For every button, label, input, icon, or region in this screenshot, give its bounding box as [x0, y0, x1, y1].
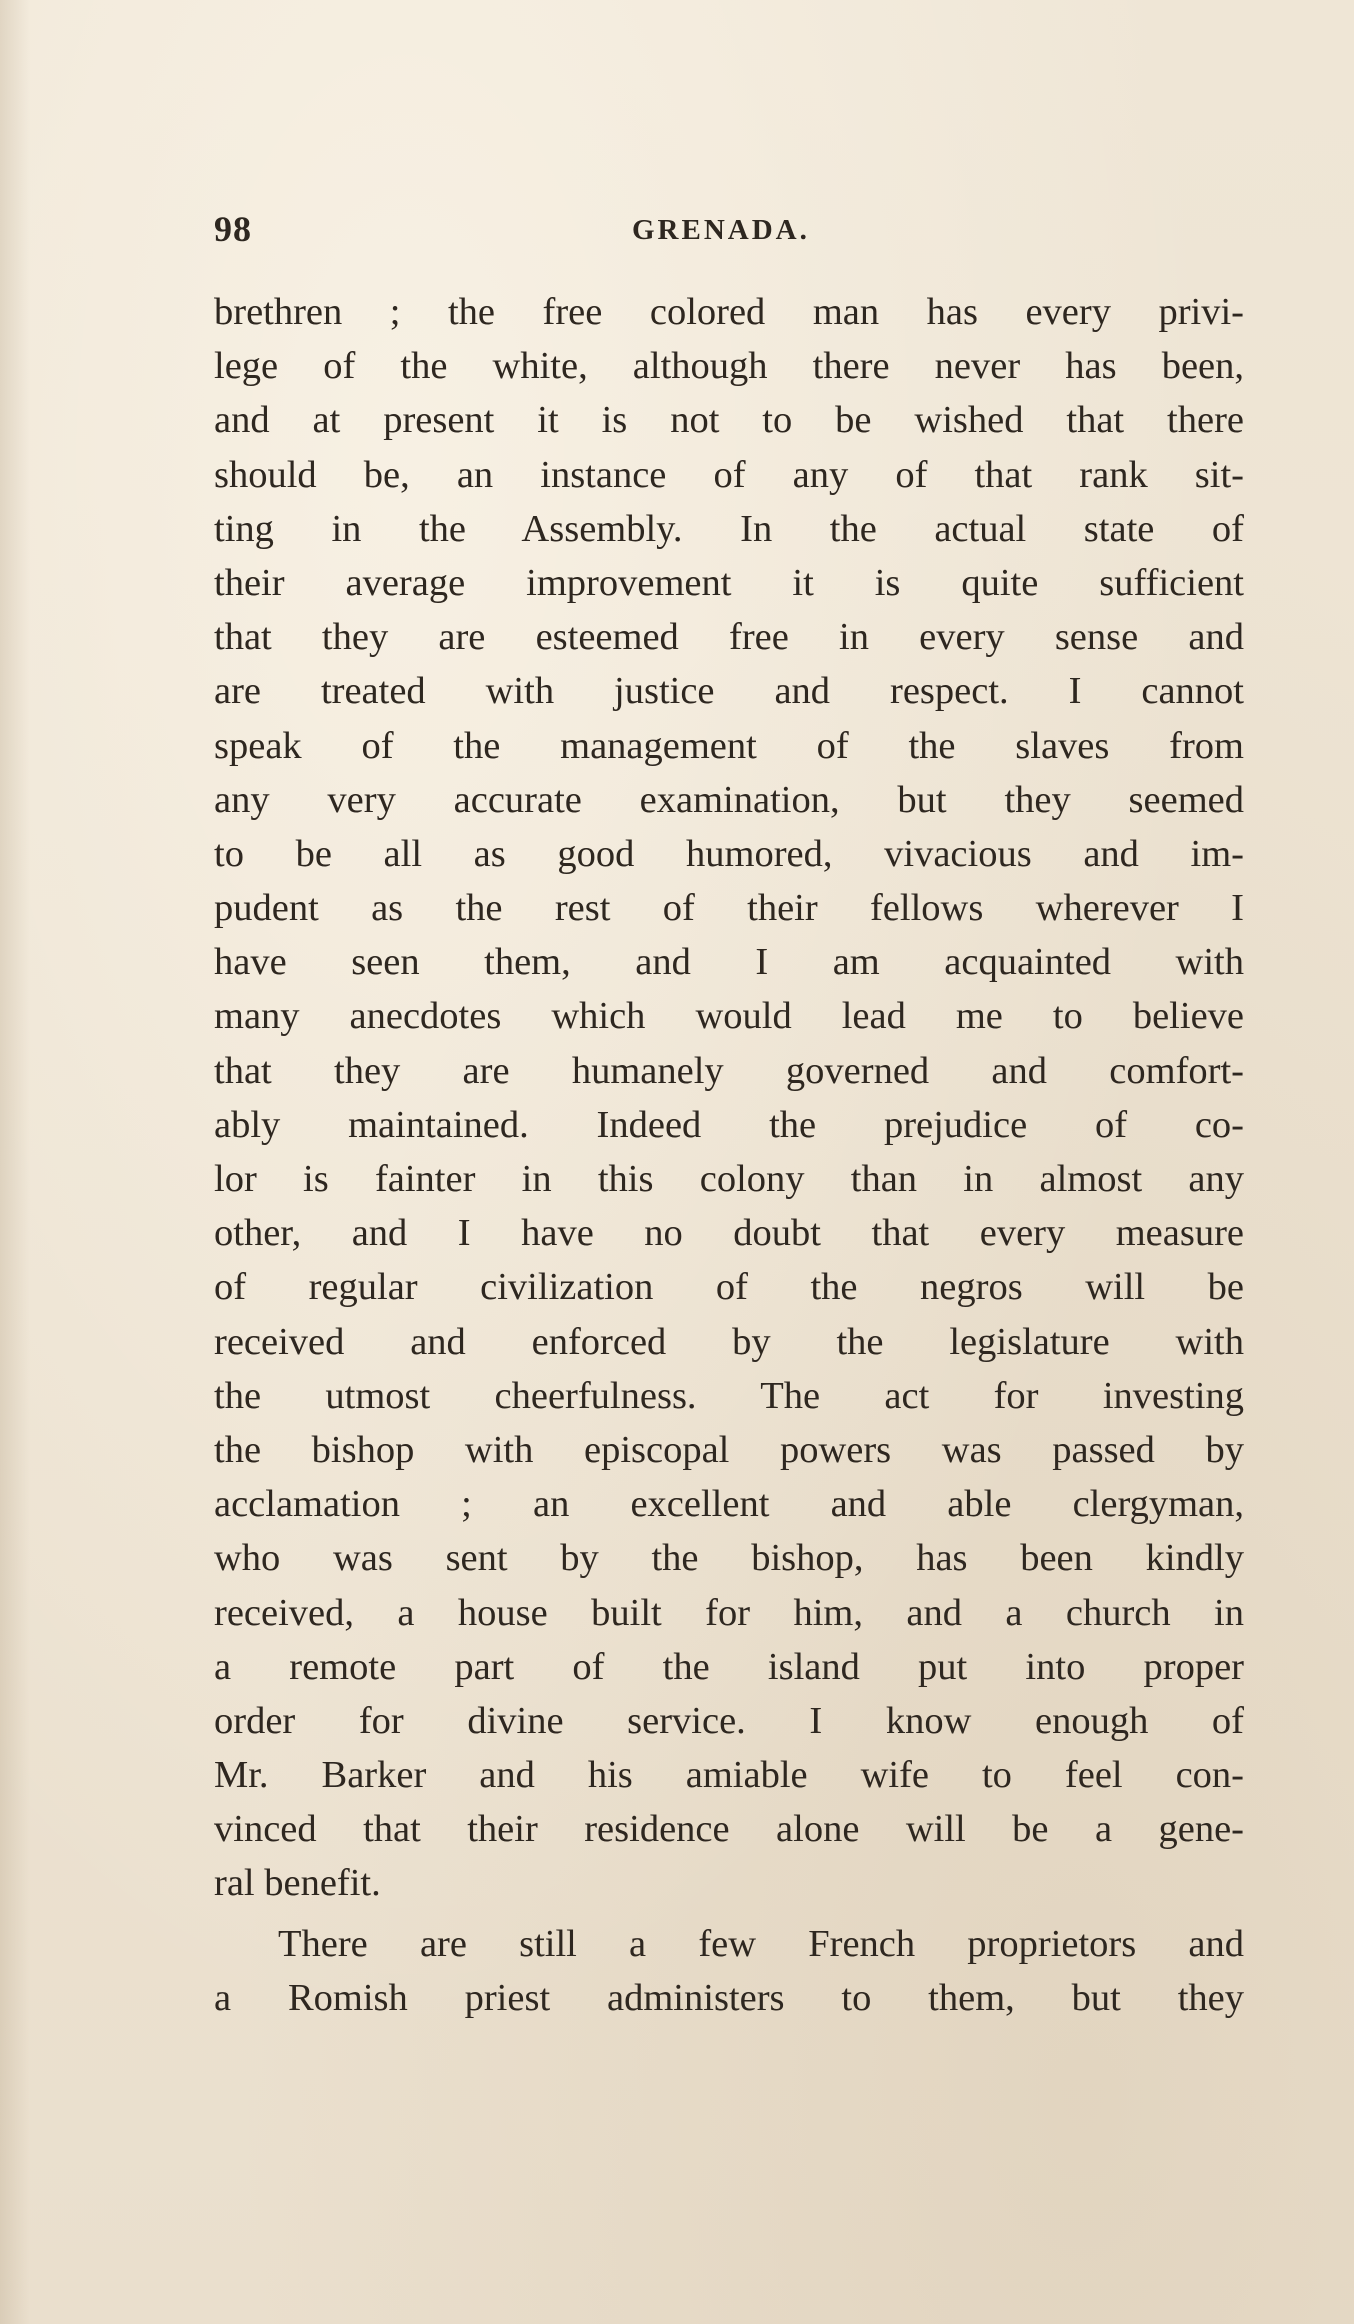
paragraph-1 [214, 285, 1244, 1911]
text-line: a Romish priest administers to them, but they [214, 1976, 1244, 2019]
text-line: lege of the white, although there never has been, [214, 345, 1244, 388]
text-line: the bishop with episcopal powers was passed by [214, 1428, 1244, 1471]
running-head: GRENADA. [632, 214, 810, 246]
text-line: ably maintained. Indeed the prejudice of co- [214, 1103, 1244, 1146]
text-line: order for divine service. I know enough of [214, 1699, 1244, 1742]
text-line: other, and I have no doubt that every measure [214, 1212, 1244, 1255]
text-line: a remote part of the island put into proper [214, 1645, 1244, 1688]
text-line: ting in the Assembly. In the actual state of [214, 507, 1244, 550]
text-line: pudent as the rest of their fellows wherever I [214, 887, 1244, 930]
text-line: received and enforced by the legislature with [214, 1320, 1244, 1363]
text-line: acclamation ; an excellent and able clergyman, [214, 1483, 1244, 1526]
body-text [214, 285, 1244, 2025]
text-line: and at present it is not to be wished that there [214, 399, 1244, 442]
text-line: that they are esteemed free in every sense and [214, 616, 1244, 659]
paragraph-2 [214, 1917, 1244, 2025]
text-line: who was sent by the bishop, has been kindly [214, 1537, 1244, 1580]
page-header [214, 208, 1239, 256]
text-line: There are still a few French proprietors and [278, 1922, 1244, 1965]
text-line: of regular civilization of the negros will be [214, 1266, 1244, 1309]
text-line: many anecdotes which would lead me to believe [214, 995, 1244, 1038]
text-line: the utmost cheerfulness. The act for investing [214, 1374, 1244, 1417]
text-line: to be all as good humored, vivacious and im- [214, 832, 1244, 875]
text-line: that they are humanely governed and comfort- [214, 1049, 1244, 1092]
text-line: brethren ; the free colored man has every privi- [214, 291, 1244, 333]
text-line: Mr. Barker and his amiable wife to feel con- [214, 1754, 1244, 1797]
text-line: ral benefit. [214, 1862, 381, 1905]
page-number: 98 [214, 209, 252, 249]
text-line: speak of the management of the slaves from [214, 724, 1244, 767]
text-line: vinced that their residence alone will be a gene- [214, 1808, 1244, 1851]
text-line: lor is fainter in this colony than in almost any [214, 1158, 1244, 1200]
text-line: their average improvement it is quite sufficient [214, 561, 1244, 604]
text-line: should be, an instance of any of that rank sit- [214, 453, 1244, 496]
text-line: any very accurate examination, but they seemed [214, 778, 1244, 821]
text-line: received, a house built for him, and a church in [214, 1591, 1244, 1634]
text-line: are treated with justice and respect. I cannot [214, 670, 1244, 713]
text-line: have seen them, and I am acquainted with [214, 941, 1244, 984]
